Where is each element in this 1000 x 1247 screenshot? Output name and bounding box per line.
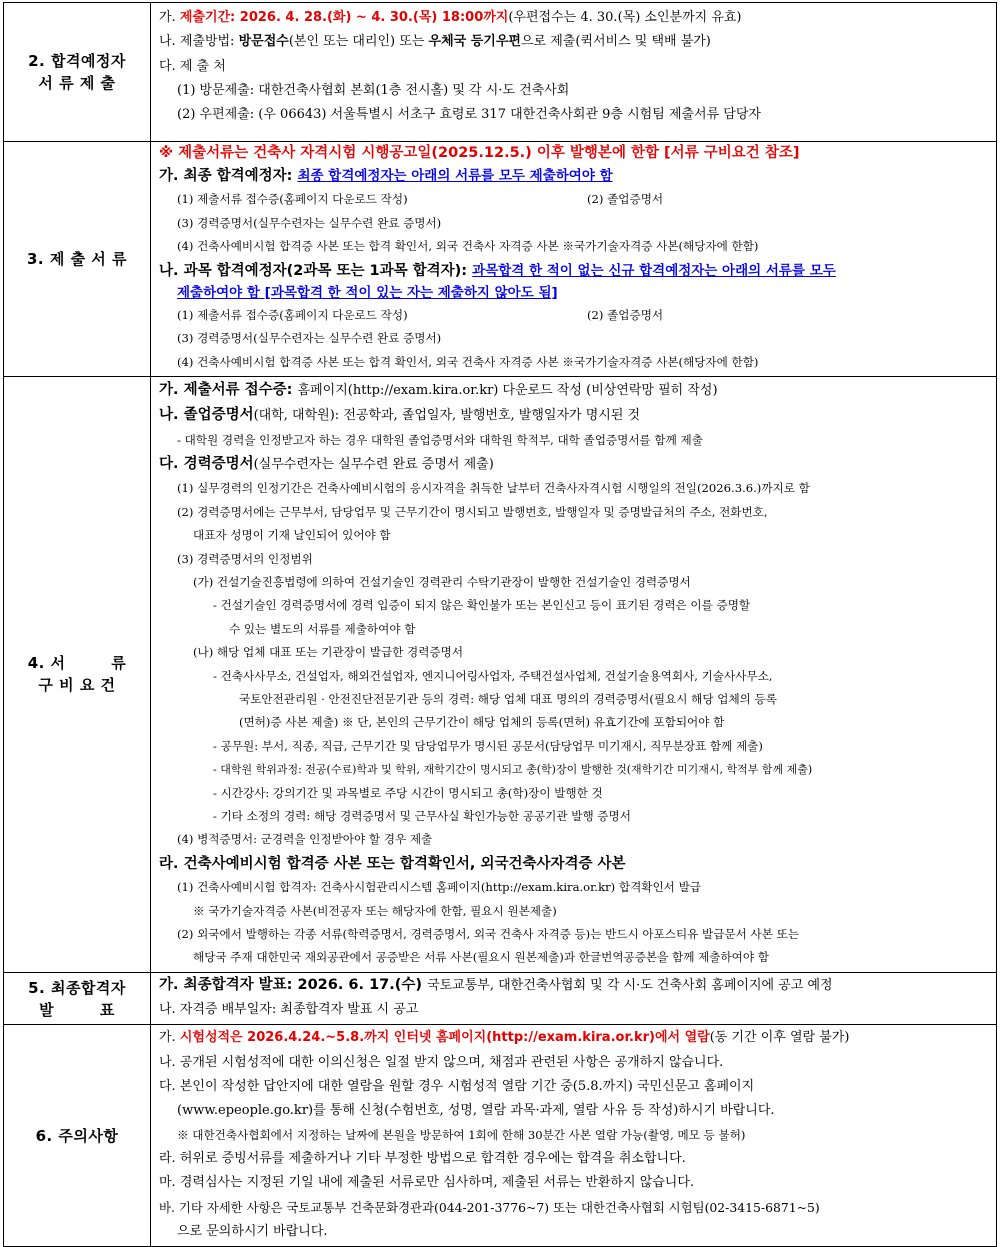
section-documents <box>4 142 997 377</box>
s5-ga-label: 가. 최종합격자 발표: 2026. 6. 17.(수) <box>159 976 428 993</box>
section-cautions <box>4 1025 997 1247</box>
s4-item-na <box>159 403 990 428</box>
s3-ga-link[interactable]: 최종 합격예정자는 아래의 서류를 모두 제출하여야 함 <box>297 168 613 184</box>
section-5-title-line1: 5. 최종합격자 <box>28 978 126 997</box>
s3-ga-2: (2) 졸업증명서 <box>587 192 664 207</box>
s4-da-2a: (2) 경력증명서에는 근무부서, 담당업무 및 근무기간이 명시되고 발행번호, 발행일자 및 증명발급처의 주소, 전화번호, <box>177 504 768 519</box>
s6-item-ra: 라. 허위로 증빙서류를 제출하거나 기타 부정한 방법으로 합격한 경우에는 합격을 취소합니다. <box>159 1150 686 1166</box>
s6-da-note: ※ 대한건축사협회에서 지정하는 날짜에 본원을 방문하여 1회에 한해 30분간 사본 열람 가능(촬영, 메모 등 불허) <box>177 1127 746 1142</box>
s3-na-row1 <box>159 304 990 327</box>
section-4-heading <box>4 377 151 973</box>
s2-na-rest: 으로 제출(퀵서비스 및 택배 불가) <box>520 34 711 50</box>
s6-item-ma: 마. 경력심사는 지정된 기일 내에 제출된 서류로만 심사하며, 제출된 서류는 반환하지 않습니다. <box>159 1175 695 1191</box>
s2-da-1: (1) 방문제출: 대한건축사협회 본회(1층 전시홀) 및 각 시·도 건축사회 <box>177 82 570 98</box>
s4-nna-2: - 공무원: 부서, 직종, 직급, 근무기간 및 담당업무가 명시된 공문서(담당업무 미기재시, 직무분장표 함께 제출) <box>213 738 763 753</box>
s2-item-da: 다. 제 출 처 <box>159 58 226 74</box>
section-2-heading <box>4 3 151 142</box>
s3-na-label: 나. 과목 합격예정자(2과목 또는 1과목 합격자): <box>159 262 473 279</box>
s3-ga-label: 가. 최종 합격예정자: <box>159 168 298 184</box>
s6-ga-prefix: 가. <box>159 1030 180 1046</box>
s6-ga-rest: (동 기간 이후 열람 불가) <box>709 1030 850 1046</box>
s3-na-2: (2) 졸업증명서 <box>587 307 664 322</box>
s4-na-label: 나. 졸업증명서 <box>159 407 254 424</box>
s4-ka-1: - 건설기술인 경력증명서에 경력 입증이 되지 않은 확인불가 또는 본인신고 등이 표기된 경력은 이를 증명할 <box>213 598 751 613</box>
s2-ga-prefix: 가. <box>159 10 180 25</box>
s3-na-4: (4) 건축사예비시험 합격증 사본 또는 합격 확인서, 외국 건축사 자격증 사본 ※국가기술자격증 사본(해당자에 한함) <box>177 354 759 369</box>
s4-na-text: (대학, 대학원): 전공학과, 졸업일자, 발행번호, 발행일자가 명시된 것 <box>253 408 641 424</box>
section-2-title-line1: 2. 합격예정자 <box>28 52 126 70</box>
s2-na-prefix: 나. 제출방법: <box>159 34 239 50</box>
s3-na-link-1[interactable]: 과목합격 한 적이 없는 신규 합격예정자는 아래의 서류를 모두 <box>472 262 836 279</box>
s4-item-ra: 라. 건축사예비시험 합격증 사본 또는 합격확인서, 외국건축사자격증 사본 <box>159 855 626 872</box>
s4-nna-4: - 시간강사: 강의기간 및 과목별로 주당 시간이 명시되고 총(학)장이 발행한 것 <box>213 785 603 800</box>
s4-da-2b: 대표자 성명이 기재 날인되어 있어야 함 <box>193 528 391 543</box>
s3-na-3: (3) 경력증명서(실무수련자는 실무수련 완료 증명서) <box>177 331 442 346</box>
s4-ra-2a: (2) 외국에서 발행하는 각종 서류(학력증명서, 경력증명서, 외국 건축사 자격증 등)는 반드시 아포스티유 발급문서 사본 또는 <box>177 926 800 941</box>
section-2-body <box>151 3 997 142</box>
s3-na-1: (1) 제출서류 접수증(홈페이지 다운로드 작성) <box>177 307 408 322</box>
s3-na-link-2[interactable]: 제출하여야 함 [과목합격 한 적이 있는 자는 제출하지 않아도 됨] <box>177 284 558 301</box>
s6-item-ba-1: 바. 기타 자세한 사항은 국토교통부 건축문화경관과(044-201-3776~7) 또는 대한건축사협회 시험팀(02-3415-6871~5) <box>159 1199 820 1215</box>
section-6-heading: 6. 주의사항 <box>4 1025 151 1247</box>
s3-item-ga <box>159 164 990 188</box>
section-6-body <box>151 1025 997 1247</box>
s4-na-sub: - 대학원 경력을 인정받고자 하는 경우 대학원 졸업증명서와 대학원 학적부, 대학 졸업증명서를 함께 제출 <box>177 432 703 447</box>
section-5-title-line2: 발 표 <box>39 1000 115 1019</box>
s2-na-visit: 방문접수 <box>238 34 289 50</box>
s4-ka: (가) 건설기술진흥법령에 의하여 건설기술인 경력관리 수탁기관장이 발행한 건설기술인 경력증명서 <box>193 574 691 589</box>
s6-item-da-2: (www.epeople.go.kr)를 통해 신청(수험번호, 성명, 열람 과목·과제, 열람 사유 등 작성)하시기 바랍니다. <box>177 1103 775 1119</box>
s4-nna-3: - 대학원 학위과정: 전공(수료)학과 및 학위, 재학기간이 명시되고 총(학)장이 발행한 것(재학기간 미기재시, 학적부 함께 제출) <box>213 763 813 777</box>
s4-ra-1: (1) 건축사예비시험 합격자: 건축사시험관리시스템 홈페이지(http://exam.kira.or.kr) 합격확인서 발급 <box>177 880 701 895</box>
s2-ga-note: (우편접수는 4. 30.(목) 소인분까지 유효) <box>508 10 742 25</box>
s4-ga-label: 가. 제출서류 접수증: <box>159 382 298 399</box>
s3-ga-4: (4) 건축사예비시험 합격증 사본 또는 합격 확인서, 외국 건축사 자격증 사본 ※국가기술자격증 사본(해당자에 한함) <box>177 239 759 254</box>
section-2-title-line2: 서 류 제 출 <box>38 74 116 92</box>
s5-item-na: 나. 자격증 배부일자: 최종합격자 발표 시 공고 <box>159 1002 419 1018</box>
s4-ra-2b: 해당국 주재 대한민국 재외공관에서 공증받은 서류 사본(필요시 원본제출)과 한글번역공증본을 함께 제출하여야 함 <box>193 950 769 965</box>
s2-item-na <box>159 30 990 54</box>
section-4-title-line1: 4. 서 류 <box>27 654 127 673</box>
section-4-title-line2: 구 비 요 건 <box>38 676 116 695</box>
section-5-body <box>151 972 997 1025</box>
s4-da-4: (4) 병적증명서: 군경력을 인정받아야 할 경우 제출 <box>177 832 433 847</box>
s4-da-text: (실무수련자는 실무수련 완료 증명서 제출) <box>253 457 494 473</box>
section-3-heading: 3. 제 출 서 류 <box>4 142 151 377</box>
s2-na-mid: (본인 또는 대리인) 또는 <box>288 34 429 50</box>
s4-ga-text: 홈페이지(http://exam.kira.or.kr) 다운로드 작성 (비상연락망 필히 작성) <box>297 383 718 399</box>
s4-item-da <box>159 452 990 477</box>
s3-item-na <box>159 259 990 283</box>
section-4-body <box>151 377 997 973</box>
s4-da-label: 다. 경력증명서 <box>159 456 254 473</box>
s6-item-ba-2: 으로 문의하시기 바랍니다. <box>177 1223 328 1239</box>
s4-nna-1b: 국토안전관리원 · 안전진단전문기관 등의 경력: 해당 업체 대표 명의의 경력증명서(필요시 해당 업체의 등록 <box>239 691 777 706</box>
s3-ga-3: (3) 경력증명서(실무수련자는 실무수련 완료 증명서) <box>177 215 442 230</box>
section-requirements <box>4 377 997 973</box>
s5-ga-text: 국토교통부, 대한건축사협회 및 각 시·도 건축사회 홈페이지에 공고 예정 <box>427 977 833 993</box>
s2-ga-deadline: 제출기간: 2026. 4. 28.(화) ~ 4. 30.(목) 18:00까지 <box>179 10 509 25</box>
section-5-heading <box>4 972 151 1025</box>
s3-ga-1: (1) 제출서류 접수증(홈페이지 다운로드 작성) <box>177 192 408 207</box>
s4-nna-1c: (면허)증 사본 제출) ※ 단, 본인의 근무기간이 해당 업체의 등록(면허) 유효기간에 포함되어야 함 <box>239 715 725 730</box>
s4-da-1: (1) 실무경력의 인정기간은 건축사예비시험의 응시자격을 취득한 날부터 건축사자격시험 시행일의 전일(2026.3.6.)까지로 함 <box>177 481 810 496</box>
s4-da-3: (3) 경력증명서의 인정범위 <box>177 551 313 566</box>
s4-ka-2: 수 있는 별도의 서류를 제출하여야 함 <box>229 621 416 636</box>
s4-nna: (나) 해당 업체 대표 또는 기관장이 발급한 경력증명서 <box>193 645 464 660</box>
s4-nna-5: - 기타 소정의 경력: 해당 경력증명서 및 근무사실 확인가능한 공공기관 발행 증명서 <box>213 809 631 824</box>
s3-ga-row1 <box>159 188 990 211</box>
s3-notice: ※ 제출서류는 건축사 자격시험 시행공고일(2025.12.5.) 이후 발행본에 한함 [서류 구비요건 참조] <box>159 145 800 161</box>
s6-item-da-1: 다. 본인이 작성한 답안지에 대한 열람을 원할 경우 시험성적 열람 기간 중(5.8.까지) 국민신문고 홈페이지 <box>159 1078 755 1094</box>
s4-nna-1a: - 건축사사무소, 건설업자, 해외건설업자, 엔지니어링사업자, 주택건설사업체, 건설기술용역회사, 기술사사무소, <box>213 668 773 683</box>
s2-item-ga <box>159 6 990 30</box>
section-announcement <box>4 972 997 1025</box>
s2-na-mail: 우체국 등기우편 <box>428 34 521 50</box>
s2-da-2: (2) 우편제출: (우 06643) 서울특별시 서초구 효령로 317 대한건축사회관 9층 시험팀 제출서류 담당자 <box>177 107 761 123</box>
section-3-body <box>151 142 997 377</box>
section-submission-period <box>4 3 997 142</box>
s6-item-na: 나. 공개된 시험성적에 대한 이의신청은 일절 받지 않으며, 채점과 관련된 사항은 공개하지 않습니다. <box>159 1054 724 1070</box>
exam-notice-table <box>3 2 997 1247</box>
s4-ra-1-note: ※ 국가기술자격증 사본(비전공자 또는 해당자에 한함, 필요시 원본제출) <box>193 903 557 918</box>
s4-item-ga <box>159 378 990 403</box>
s5-item-ga <box>159 973 990 998</box>
s6-ga-red: 시험성적은 2026.4.24.~5.8.까지 인터넷 홈페이지(http://exam.kira.or.kr)에서 열람 <box>179 1030 710 1046</box>
s6-item-ga <box>159 1026 990 1050</box>
